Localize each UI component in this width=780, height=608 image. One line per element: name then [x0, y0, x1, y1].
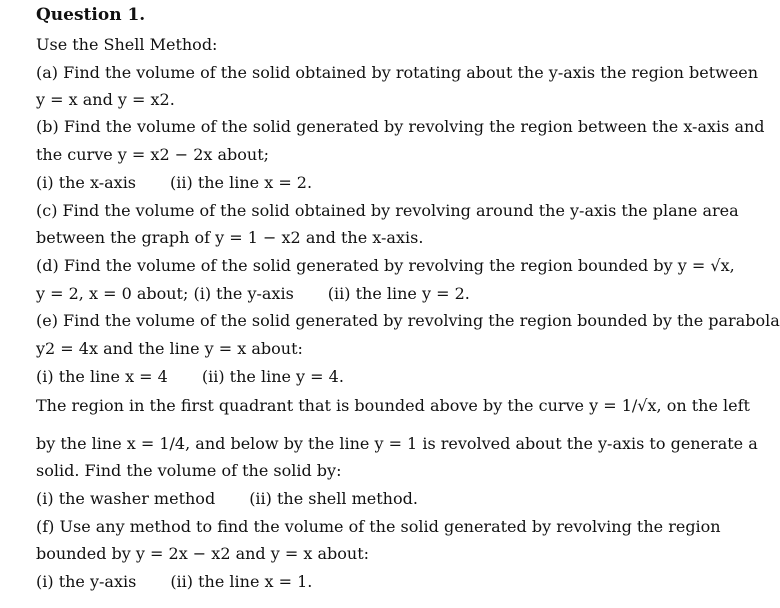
part-b-line-2: the curve y = x2 − 2x about; — [36, 145, 270, 164]
part-e-option-i: (i) the line x = 4 — [36, 367, 168, 386]
part-e-line-2: y2 = 4x and the line y = x about: — [36, 339, 303, 358]
part-f-line-1: (f) Use any method to find the volume of the solid generated by revolving the region — [36, 517, 721, 536]
part-b-option-i: (i) the x-axis — [36, 173, 137, 192]
part-d-line-2 — [36, 286, 470, 302]
part-b-option-ii: (ii) the line x = 2. — [170, 173, 313, 192]
part-d-option-ii: (ii) the line y = 2. — [327, 284, 470, 303]
question-heading: Question 1. — [36, 5, 146, 25]
shell-method-option: (ii) the shell method. — [249, 489, 418, 508]
part-f-option-i: (i) the y-axis — [36, 572, 137, 591]
part-d-option-i: y = 2, x = 0 about; (i) the y-axis — [36, 284, 294, 303]
part-e-line-1: (e) Find the volume of the solid generated by revolving the region bounded by the parabola — [36, 311, 780, 330]
region-line-2: by the line x = 1/4, and below by the line y = 1 is revolved about the y-axis to generate a — [36, 434, 758, 453]
region-line-3: solid. Find the volume of the solid by: — [36, 461, 342, 480]
part-f-line-2: bounded by y = 2x − x2 and y = x about: — [36, 544, 370, 563]
region-line-1: The region in the first quadrant that is bounded above by the curve y = 1/√x, on the left — [36, 396, 750, 415]
part-c-line-1: (c) Find the volume of the solid obtained by revolving around the y-axis the plane area — [36, 201, 739, 220]
region-methods — [36, 491, 418, 507]
part-f-option-ii: (ii) the line x = 1. — [170, 572, 313, 591]
washer-method-option: (i) the washer method — [36, 489, 216, 508]
part-a-line-1: (a) Find the volume of the solid obtained by rotating about the y-axis the region between — [36, 63, 759, 82]
part-d-line-1: (d) Find the volume of the solid generated by revolving the region bounded by y = √x, — [36, 256, 735, 275]
part-e-option-ii: (ii) the line y = 4. — [201, 367, 344, 386]
part-c-line-2: between the graph of y = 1 − x2 and the x-axis. — [36, 228, 424, 247]
part-b-line-1: (b) Find the volume of the solid generated by revolving the region between the x-axis and — [36, 117, 765, 136]
part-a-line-2: y = x and y = x2. — [36, 90, 175, 109]
intro-text: Use the Shell Method: — [36, 35, 218, 54]
part-f-options — [36, 574, 312, 590]
part-b-options — [36, 175, 312, 191]
part-e-options — [36, 369, 344, 385]
